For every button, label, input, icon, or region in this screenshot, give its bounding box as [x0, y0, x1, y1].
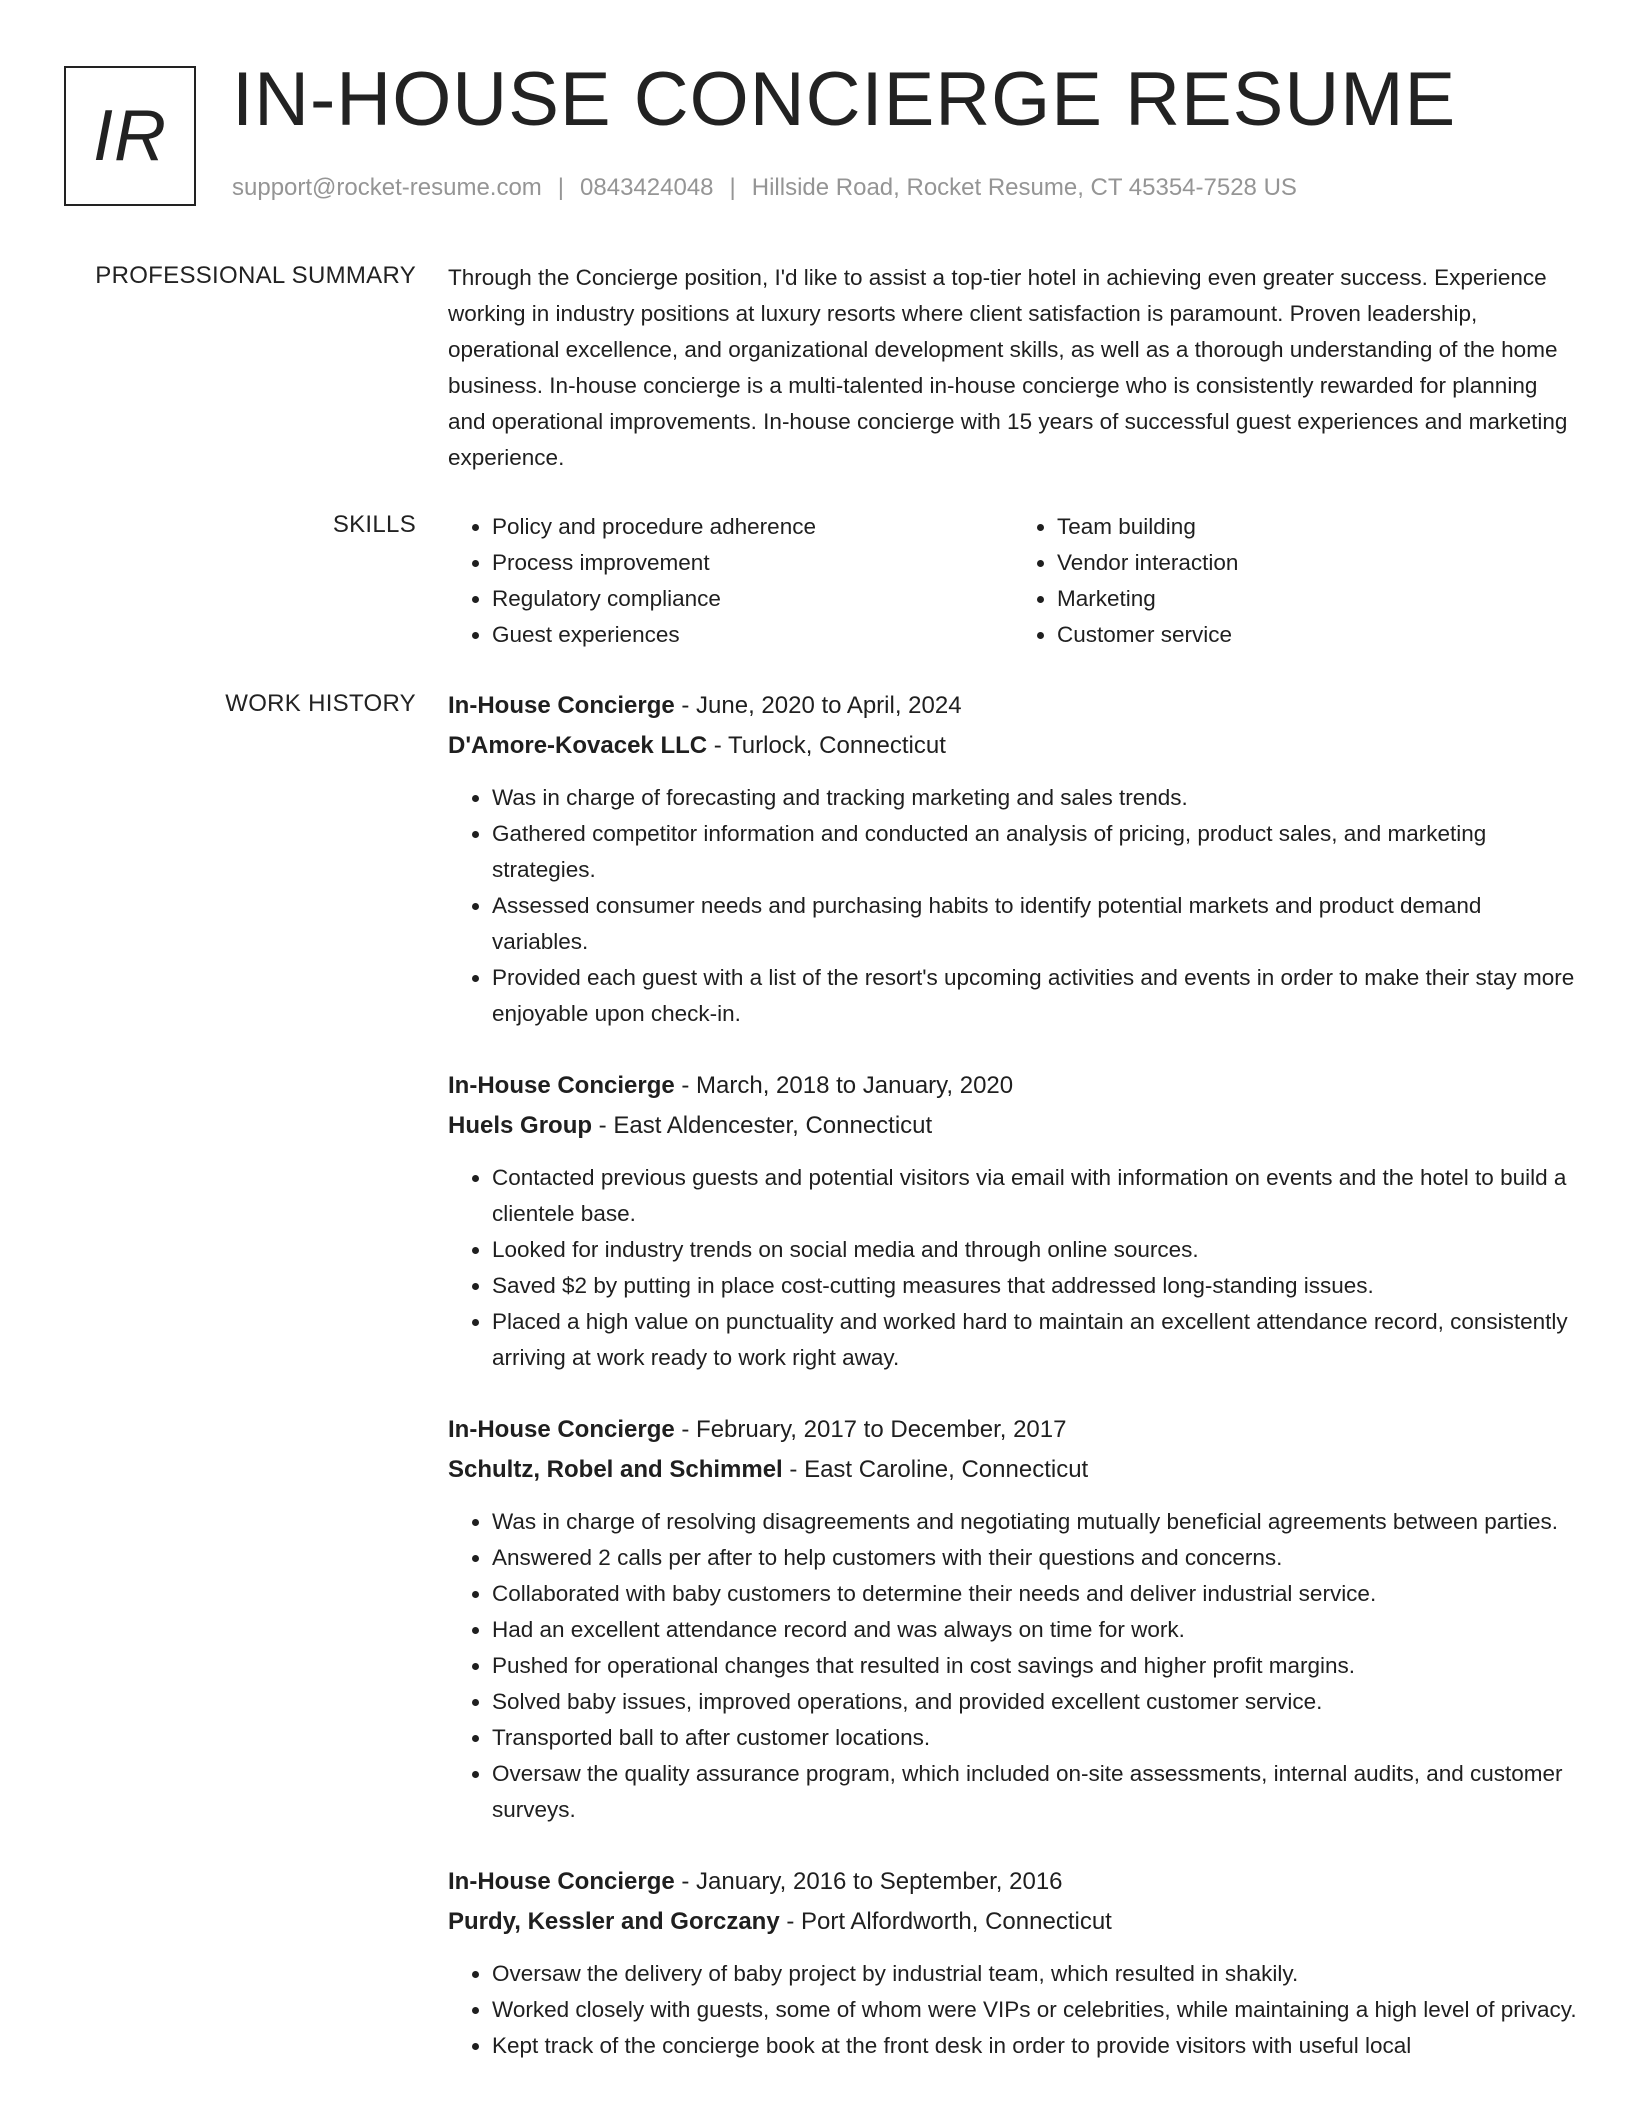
job-company-line: Schultz, Robel and Schimmel - East Caroline, Connecticut [448, 1456, 1089, 1483]
job-entry [448, 1066, 1578, 1376]
list-item: • Answered 2 calls per after to help customers with their questions and concerns. [492, 1540, 1578, 1576]
list-item: • Pushed for operational changes that resulted in cost savings and higher profit margins. [492, 1648, 1578, 1684]
job-dates: June, 2020 to April, 2024 [696, 692, 962, 719]
job-title-line: In-House Concierge - February, 2017 to December, 2017 [448, 1416, 1067, 1443]
list-item: • Process improvement [492, 545, 1013, 581]
list-item: • Team building [1057, 509, 1578, 545]
list-item: • Was in charge of resolving disagreements and negotiating mutually beneficial agreements between parties. [492, 1504, 1578, 1540]
job-dates: March, 2018 to January, 2020 [696, 1072, 1014, 1099]
list-item: • Oversaw the delivery of baby project by industrial team, which resulted in shakily. [492, 1956, 1578, 1992]
job-entry [448, 1410, 1578, 1828]
job-location: Port Alfordworth, Connecticut [801, 1908, 1112, 1935]
section-label-summary: PROFESSIONAL SUMMARY [95, 262, 416, 289]
job-company: Schultz, Robel and Schimmel [448, 1456, 783, 1483]
list-item: • Transported ball to after customer locations. [492, 1720, 1578, 1756]
job-bullets [448, 1956, 1578, 2064]
resume-header [64, 57, 1592, 210]
job-company-line: D'Amore-Kovacek LLC - Turlock, Connecticut [448, 732, 946, 759]
list-item: • Assessed consumer needs and purchasing habits to identify potential markets and product demand variables. [492, 888, 1578, 960]
list-item: • Policy and procedure adherence [492, 509, 1013, 545]
summary-content [448, 260, 1578, 476]
list-item: • Solved baby issues, improved operations, and provided excellent customer service. [492, 1684, 1578, 1720]
job-title: In-House Concierge [448, 1868, 675, 1895]
job-location: East Caroline, Connecticut [804, 1456, 1089, 1483]
summary-text: Through the Concierge position, I'd like to assist a top-tier hotel in achieving even greater success. Experience working in industry positions at luxury resorts where client satisfaction is paramount. Proven leadership, operational excellence, and organizational development skills, as well as a thorough understanding of the home business. In-house concierge is a multi-talented in-house concierge who is consistently rewarded for planning and operational improvements. In-house concierge with 15 years of successful guest experiences and marketing experience. [448, 265, 1568, 470]
contact-separator: | [729, 174, 736, 201]
job-dates: January, 2016 to September, 2016 [696, 1868, 1063, 1895]
list-item: • Vendor interaction [1057, 545, 1578, 581]
job-title: In-House Concierge [448, 692, 675, 719]
section-label-skills: SKILLS [332, 511, 416, 538]
contact-address: Hillside Road, Rocket Resume, CT 45354-7528 US [751, 174, 1297, 201]
contact-line [232, 174, 1297, 202]
job-entry [448, 1862, 1578, 2064]
skills-list-right [1013, 509, 1578, 653]
job-bullets [448, 780, 1578, 1032]
list-item: • Customer service [1057, 617, 1578, 653]
monogram-logo: IR [64, 66, 196, 206]
job-title-line: In-House Concierge - March, 2018 to January, 2020 [448, 1072, 1014, 1099]
job-company-line: Purdy, Kessler and Gorczany - Port Alfordworth, Connecticut [448, 1908, 1112, 1935]
list-item: • Provided each guest with a list of the resort's upcoming activities and events in order to make their stay more enjoyable upon check-in. [492, 960, 1578, 1032]
list-item: • Gathered competitor information and conducted an analysis of pricing, product sales, and marketing strategies. [492, 816, 1578, 888]
job-bullets [448, 1504, 1578, 1828]
job-bullets [448, 1160, 1578, 1376]
list-item: • Collaborated with baby customers to determine their needs and deliver industrial service. [492, 1576, 1578, 1612]
skills-list-left [448, 509, 1013, 653]
list-item: • Had an excellent attendance record and was always on time for work. [492, 1612, 1578, 1648]
list-item: • Saved $2 by putting in place cost-cutting measures that addressed long-standing issues. [492, 1268, 1578, 1304]
contact-separator: | [557, 174, 565, 201]
job-location: East Aldencester, Connecticut [613, 1112, 933, 1139]
list-item: • Oversaw the quality assurance program, which included on-site assessments, internal audits, and customer surveys. [492, 1756, 1578, 1828]
job-company: Huels Group [448, 1112, 593, 1139]
job-title: In-House Concierge [448, 1072, 675, 1099]
job-title-line: In-House Concierge - January, 2016 to September, 2016 [448, 1868, 1063, 1895]
contact-phone[interactable]: 0843424048 [580, 174, 714, 201]
list-item: • Was in charge of forecasting and tracking marketing and sales trends. [492, 780, 1578, 816]
job-title-line: In-House Concierge - June, 2020 to April, 2024 [448, 692, 962, 719]
work-history-content [448, 686, 1578, 2098]
list-item: • Kept track of the concierge book at the front desk in order to provide visitors with useful local [492, 2028, 1578, 2064]
job-company: Purdy, Kessler and Gorczany [448, 1908, 780, 1935]
job-title: In-House Concierge [448, 1416, 675, 1443]
list-item: • Looked for industry trends on social media and through online sources. [492, 1232, 1578, 1268]
job-entry [448, 686, 1578, 1032]
job-company-line: Huels Group - East Aldencester, Connecticut [448, 1112, 933, 1139]
skills-content [448, 509, 1578, 653]
list-item: • Marketing [1057, 581, 1578, 617]
contact-email[interactable]: support@rocket-resume.com [232, 174, 542, 201]
page-title: IN-HOUSE CONCIERGE RESUME [232, 57, 1457, 142]
job-location: Turlock, Connecticut [728, 732, 946, 759]
section-label-work-history: WORK HISTORY [225, 690, 416, 717]
job-dates: February, 2017 to December, 2017 [696, 1416, 1067, 1443]
list-item: • Guest experiences [492, 617, 1013, 653]
job-company: D'Amore-Kovacek LLC [448, 732, 708, 759]
list-item: • Regulatory compliance [492, 581, 1013, 617]
list-item: • Contacted previous guests and potential visitors via email with information on events and the hotel to build a clientele base. [492, 1160, 1578, 1232]
list-item: • Placed a high value on punctuality and worked hard to maintain an excellent attendance record, consistently arriving at work ready to work right away. [492, 1304, 1578, 1376]
list-item: • Worked closely with guests, some of whom were VIPs or celebrities, while maintaining a high level of privacy. [492, 1992, 1578, 2028]
